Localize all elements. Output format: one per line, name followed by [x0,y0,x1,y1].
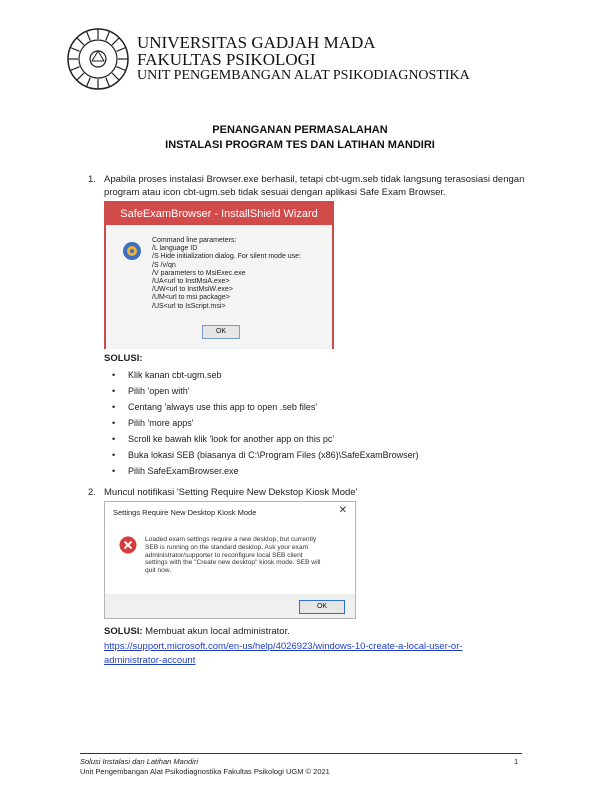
close-icon[interactable]: ✕ [338,505,347,516]
faculty-name: FAKULTAS PSIKOLOGI [137,50,316,69]
footer-copyright: Unit Pengembangan Alat Psikodiagnostika Fakultas Psikologi UGM © 2021 [80,767,330,776]
kiosk-ok-button[interactable]: OK [299,600,345,614]
dialog-line: SEB is running on the standard desktop. Ask your exam [145,543,309,551]
kiosk-dialog-title: Settings Require New Desktop Kiosk Mode [113,508,257,517]
link-line1[interactable]: https://support.microsoft.com/en-us/help/4026923/windows-10-create-a-local-user-or- [104,641,463,652]
dialog-line: /UA<url to InstMsiA.exe> [152,278,230,286]
microsoft-support-link[interactable] [104,640,463,653]
footer-divider [80,753,522,754]
dialog-line: settings with the "Create new desktop" kiosk mode. SEB will [145,559,321,567]
item2-number: 2. [88,487,96,498]
error-icon [119,536,137,554]
dialog-line: /UW<url to InstMsiW.exe> [152,286,233,294]
dialog-line: /UM<url to msi package> [152,294,230,302]
document-title-line2: INSTALASI PROGRAM TES DAN LATIHAN MANDIRI [165,139,435,151]
installshield-dialog-screenshot [104,201,334,349]
item1-text-line1: Apabila proses instalasi Browser.exe berhasil, tetapi cbt-ugm.seb tidak langsung terasosiasi dengan [104,174,525,185]
installshield-dialog-title: SafeExamBrowser - InstallShield Wizard [106,203,332,225]
kiosk-dialog-footer [105,594,355,618]
item1-text-line2: program atau icon cbt-ugm.seb tidak sesuai dengan aplikasi Safe Exam Browser. [104,187,446,198]
page-number: 1 [514,757,519,766]
item2-text: Muncul notifikasi 'Setting Require New Dekstop Kiosk Mode' [104,487,358,498]
unit-name: UNIT PENGEMBANGAN ALAT PSIKODIAGNOSTIKA [137,68,470,83]
dialog-line: Command line parameters: [152,237,237,244]
item2-solution [104,625,290,638]
kiosk-dialog-message [145,536,320,575]
item1-solution-label: SOLUSI: [104,353,143,364]
dialog-line: /S Hide initialization dialog. For silent mode use: [152,253,302,261]
dialog-line: Loaded exam settings require a new desktop, but currently [145,536,317,543]
document-title-line1: PENANGANAN PERMASALAHAN [212,124,388,136]
kiosk-mode-dialog-screenshot [104,501,356,619]
item2-solution-text: Membuat akun local administrator. [142,626,290,637]
footer-doc-title: Solusi Instalasi dan Latihan Mandiri [80,757,198,766]
item1-number: 1. [88,174,96,185]
item2-solution-label: SOLUSI: [104,626,143,637]
installshield-dialog-message [152,237,301,311]
dialog-line: quit now. [145,567,172,575]
dialog-line: /US<url to IsScript.msi> [152,302,226,310]
link-line2[interactable]: administrator-account [104,655,196,666]
dialog-line: /V parameters to MsiExec.exe [152,269,246,277]
dialog-line: /S /v/qn [152,261,176,269]
microsoft-support-link-cont[interactable] [104,654,195,667]
dialog-line: administrator/supporter to reconfigure local SEB client [145,551,303,559]
university-name: UNIVERSITAS GADJAH MADA [137,33,376,52]
dialog-line: /L language ID [152,245,198,253]
ugm-seal-logo [66,27,130,91]
installer-icon [122,241,142,261]
installshield-ok-button[interactable]: OK [202,325,240,339]
